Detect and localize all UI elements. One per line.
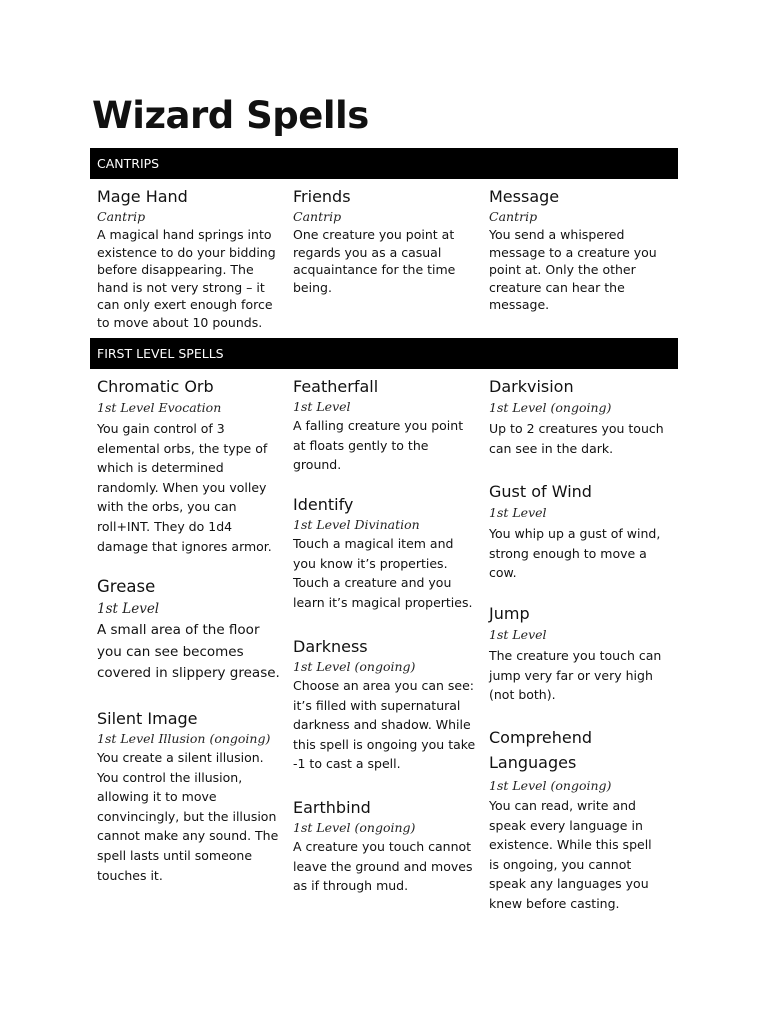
spell-darkvision [489,376,665,458]
spell-chromatic-orb [97,376,282,556]
spell-jump [489,603,665,705]
spell-level: 1st Level [293,399,351,414]
section-header-first-level: FIRST LEVEL SPELLS [90,338,678,369]
spell-earthbind [293,797,479,896]
spell-description: You gain control of 3 elemental orbs, the type of which is determined randomly. When you volley with the orbs, you can roll+INT. They do 1d4 damage that ignores armor. [97,421,272,554]
spell-level: Cantrip [489,209,538,224]
spell-description: A falling creature you point at floats gently to the ground. [293,418,464,473]
spell-name: Mage Hand [97,187,188,206]
spell-level: 1st Level Divination [293,517,420,532]
spell-name: Grease [97,577,156,596]
spell-name: Chromatic Orb [97,377,214,396]
spell-name: Jump [489,604,530,623]
spell-identify [293,494,479,612]
spell-level: 1st Level Evocation [97,400,222,415]
section-header-cantrips: CANTRIPS [90,148,678,179]
spell-name: Silent Image [97,709,198,728]
spell-level: 1st Level [489,627,547,642]
spell-name: Message [489,187,560,206]
spell-level: 1st Level Illusion (ongoing) [97,731,271,746]
spell-level: 1st Level (ongoing) [293,659,416,674]
spell-level: 1st Level [97,601,160,617]
spell-name: Identify [293,495,354,514]
spell-description: A magical hand springs into existence to do your bidding before disappearing. The hand is not very strong – it can only exert enough force to move about 10 pounds. [97,227,276,330]
spell-level: Cantrip [97,209,146,224]
spell-name: Darkvision [489,377,574,396]
spell-description: One creature you point at regards you as a casual acquaintance for the time being. [293,227,456,295]
spell-description: You can read, write and speak every language in existence. While this spell is ongoing, you cannot speak any languages you knew before casting. [489,798,652,911]
spell-grease [97,575,282,685]
spell-level: 1st Level [489,505,547,520]
spell-description: You whip up a gust of wind, strong enough to move a cow. [489,526,661,581]
spell-description: Touch a magical item and you know it’s properties. Touch a creature and you learn it’s magical properties. [293,536,473,610]
spell-name: Earthbind [293,798,371,817]
spell-level: 1st Level (ongoing) [489,400,612,415]
spell-description: A small area of the floor you can see becomes covered in slippery grease. [97,622,280,681]
spell-darkness [293,636,479,774]
spell-name: Featherfall [293,377,379,396]
spell-name: Comprehend Languages [489,728,593,772]
spell-comprehend-languages [489,725,665,914]
spell-mage-hand [97,186,285,332]
spell-description: Up to 2 creatures you touch can see in the dark. [489,421,664,456]
spell-description: You create a silent illusion. You control the illusion, allowing it to move convincingly, but the illusion cannot make any sound. The spell lasts until someone touches it. [97,750,279,883]
spell-level: 1st Level (ongoing) [293,820,416,835]
spell-message [489,186,661,314]
spell-silent-image [97,708,282,885]
spell-level: Cantrip [293,209,342,224]
spell-gust-of-wind [489,481,665,583]
page-title: Wizard Spells [92,94,369,137]
spell-level: 1st Level (ongoing) [489,778,612,793]
spell-friends [293,186,481,296]
spell-description: The creature you touch can jump very far or very high (not both). [489,648,662,703]
spell-name: Friends [293,187,351,206]
spell-description: You send a whispered message to a creature you point at. Only the other creature can hear the message. [489,227,657,313]
spell-name: Darkness [293,637,368,656]
spell-featherfall [293,376,479,475]
spell-description: A creature you touch cannot leave the ground and moves as if through mud. [293,839,473,894]
spell-name: Gust of Wind [489,482,592,501]
spell-description: Choose an area you can see: it’s filled with supernatural darkness and shadow. While this spell is ongoing you take -1 to cast a spell. [293,678,476,772]
